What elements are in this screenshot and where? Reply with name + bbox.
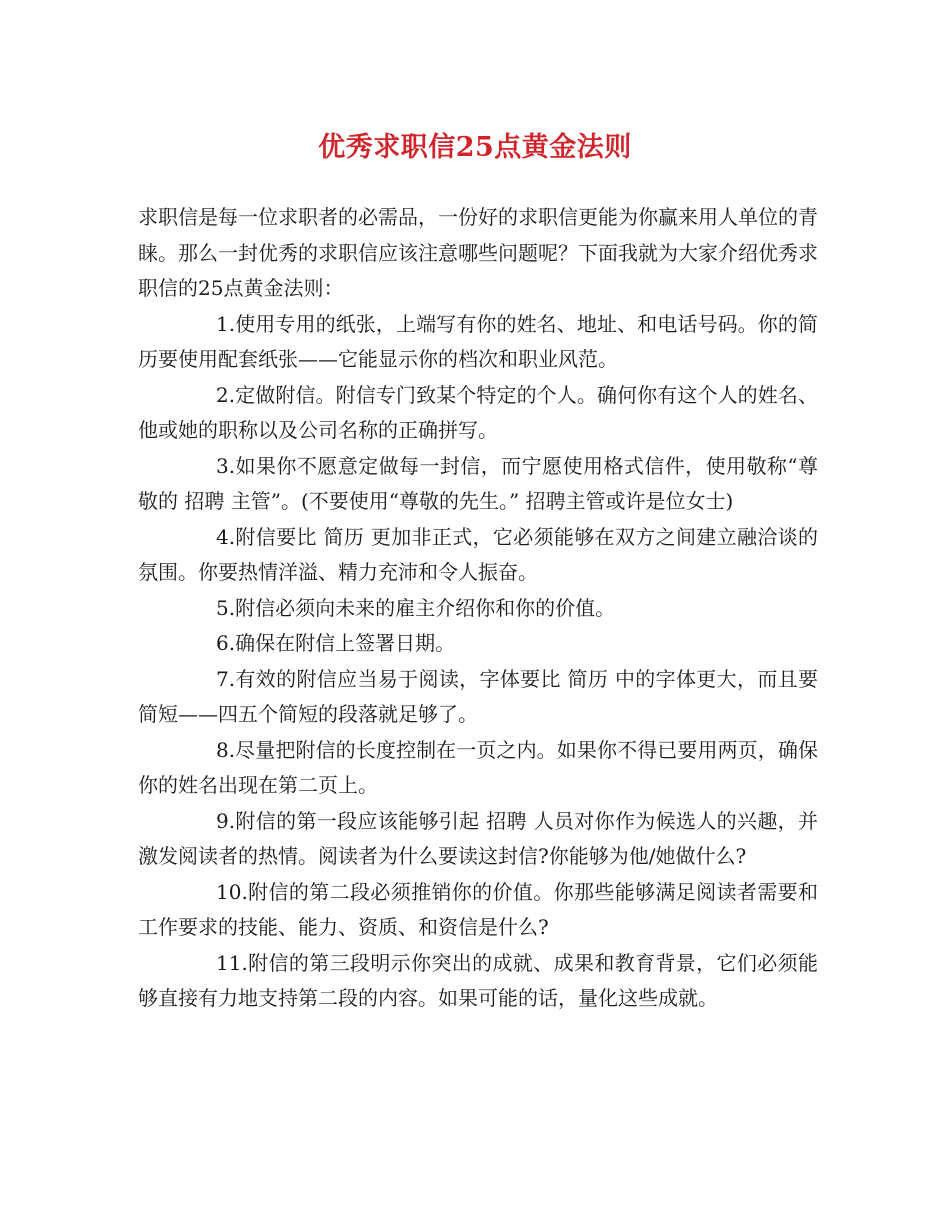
rule-paragraph-3: 3.如果你不愿意定做每一封信，而宁愿使用格式信件，使用敬称“尊敬的 招聘 主管”。(不要使用“尊敬的先生。” 招聘主管或许是位女士)	[138, 453, 818, 513]
intro-paragraph: 求职信是每一位求职者的必需品，一份好的求职信更能为你赢来用人单位的青睐。那么一封优秀的求职信应该注意哪些问题呢？下面我就为大家介绍优秀求职信的25点黄金法则：	[138, 205, 818, 300]
rule-paragraph-8: 8.尽量把附信的长度控制在一页之内。如果你不得已要用两页，确保你的姓名出现在第二页上。	[138, 737, 818, 797]
document-title: 优秀求职信25点黄金法则	[318, 132, 632, 163]
rule-paragraph-2: 2.定做附信。附信专门致某个特定的个人。确何你有这个人的姓名、他或她的职称以及公司名称的正确拼写。	[138, 382, 818, 442]
document-body	[138, 200, 818, 1017]
rule-paragraph-4: 4.附信要比 简历 更加非正式，它必须能够在双方之间建立融洽谈的氛围。你要热情洋溢、精力充沛和令人振奋。	[138, 524, 818, 584]
rule-paragraph-6: 6.确保在附信上签署日期。	[216, 631, 456, 655]
rule-paragraph-7: 7.有效的附信应当易于阅读，字体要比 简历 中的字体更大，而且要简短——四五个简短的段落就足够了。	[138, 666, 818, 726]
rule-paragraph-5: 5.附信必须向未来的雇主介绍你和你的价值。	[216, 595, 616, 620]
rule-paragraph-11: 11.附信的第三段明示你突出的成就、成果和教育背景，它们必须能够直接有力地支持第二段的内容。如果可能的话，量化这些成就。	[138, 950, 818, 1010]
rule-paragraph-10: 10.附信的第二段必须推销你的价值。你那些能够满足阅读者需要和工作要求的技能、能力、资质、和资信是什么?	[138, 879, 818, 939]
rule-paragraph-1: 1.使用专用的纸张，上端写有你的姓名、地址、和电话号码。你的简历要使用配套纸张——它能显示你的档次和职业风范。	[138, 311, 818, 371]
rule-paragraph-9: 9.附信的第一段应该能够引起 招聘 人员对你作为候选人的兴趣，并激发阅读者的热情。阅读者为什么要读这封信?你能够为他/她做什么?	[138, 808, 818, 868]
